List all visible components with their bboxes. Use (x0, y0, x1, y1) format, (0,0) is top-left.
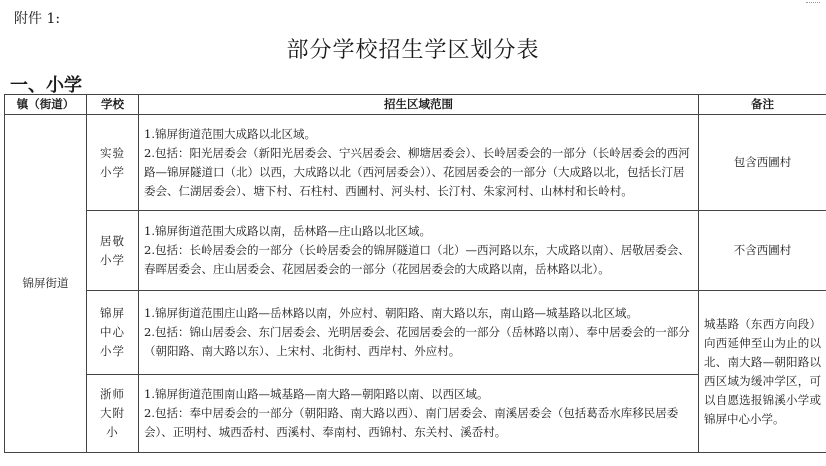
scope-line: 2.包括：锦山居委会、东门居委会、光明居委会、花园居委会的一部分（岳林路以南）、奉中居委会的一部分（朝阳路、南大路以东）、上宋村、北街村、西岸村、外应村。 (144, 325, 690, 358)
town-cell: 锦屏街道 (5, 115, 87, 453)
scope-line: 1.锦屏街道范围庄山路—岳林路以南，外应村、朝阳路、南大路以东，南山路—城基路以北区域。 (144, 306, 638, 320)
shared-note-cell (699, 291, 826, 453)
attachment-label: 附件 1: (14, 11, 61, 27)
note-cell: 包含西圃村 (699, 115, 826, 211)
table-row (5, 211, 826, 291)
table-row (5, 115, 826, 211)
column-header-town: 镇（街道） (5, 95, 87, 115)
column-header-note: 备注 (699, 95, 826, 115)
section-heading: 一、小学 (10, 75, 82, 96)
shared-note-text: 城基路（东西方向段）向西延伸至山为止的以北、南大路—朝阳路以西区域为缓冲学区，可以自愿选报锦溪小学或锦屏中心小学。 (704, 316, 821, 426)
scope-line: 1.锦屏街道范围大成路以北区域。 (144, 126, 316, 141)
column-header-scope: 招生区域范围 (139, 95, 699, 115)
scope-line: 2.包括：奉中居委会的一部分（朝阳路、南大路以西）、南门居委会、南溪居委会（包括葛岙水库移民居委会）、正明村、城西岙村、西溪村、奉南村、西锦村、东关村、溪岙村。 (144, 406, 679, 439)
school-cell (87, 291, 139, 375)
scope-line: 2.包括：阳光居委会（新阳光居委会、宁兴居委会、柳塘居委会）、长岭居委会的一部分（长岭居委会的西河路—锦屏隧道口（北）以西，大成路以北（西河居委会））、花园居委会的一部分（大成路以北，包括长汀居委会、仁湖居委会）、塘下村、石柱村、西圃村、河头村、长汀村、朱家河村、山林村和长岭村。 (144, 145, 690, 198)
page-title: 部分学校招生学区划分表 (286, 38, 540, 63)
school-name: 锦屏中心小学 (100, 306, 125, 358)
school-cell (87, 375, 139, 453)
note-cell: 不含西圃村 (699, 211, 826, 291)
page-corner-mark (806, 2, 820, 3)
school-name: 实验小学 (100, 145, 125, 179)
scope-cell (139, 291, 699, 375)
scope-cell (139, 115, 699, 211)
table-header-row (5, 95, 826, 115)
table-row (5, 291, 826, 375)
school-cell (87, 211, 139, 291)
school-name: 浙师大附小 (100, 387, 125, 439)
school-name: 居敬小学 (100, 233, 125, 267)
scope-line: 1.锦屏街道范围大成路以南，岳林路—庄山路以北区域。 (144, 224, 431, 238)
school-cell (87, 115, 139, 211)
scope-cell (139, 211, 699, 291)
district-table (4, 94, 826, 453)
scope-line: 1.锦屏街道范围南山路—城基路—南大路—朝阳路以南、以西区域。 (144, 387, 489, 401)
column-header-school: 学校 (87, 95, 139, 115)
scope-line: 2.包括：长岭居委会的一部分（长岭居委会的锦屏隧道口（北）—西河路以东，大成路以南）、居敬居委会、春晖居委会、庄山居委会、花园居委会的一部分（花园居委会的大成路以南，岳林路以北）。 (144, 243, 690, 276)
scope-cell (139, 375, 699, 453)
